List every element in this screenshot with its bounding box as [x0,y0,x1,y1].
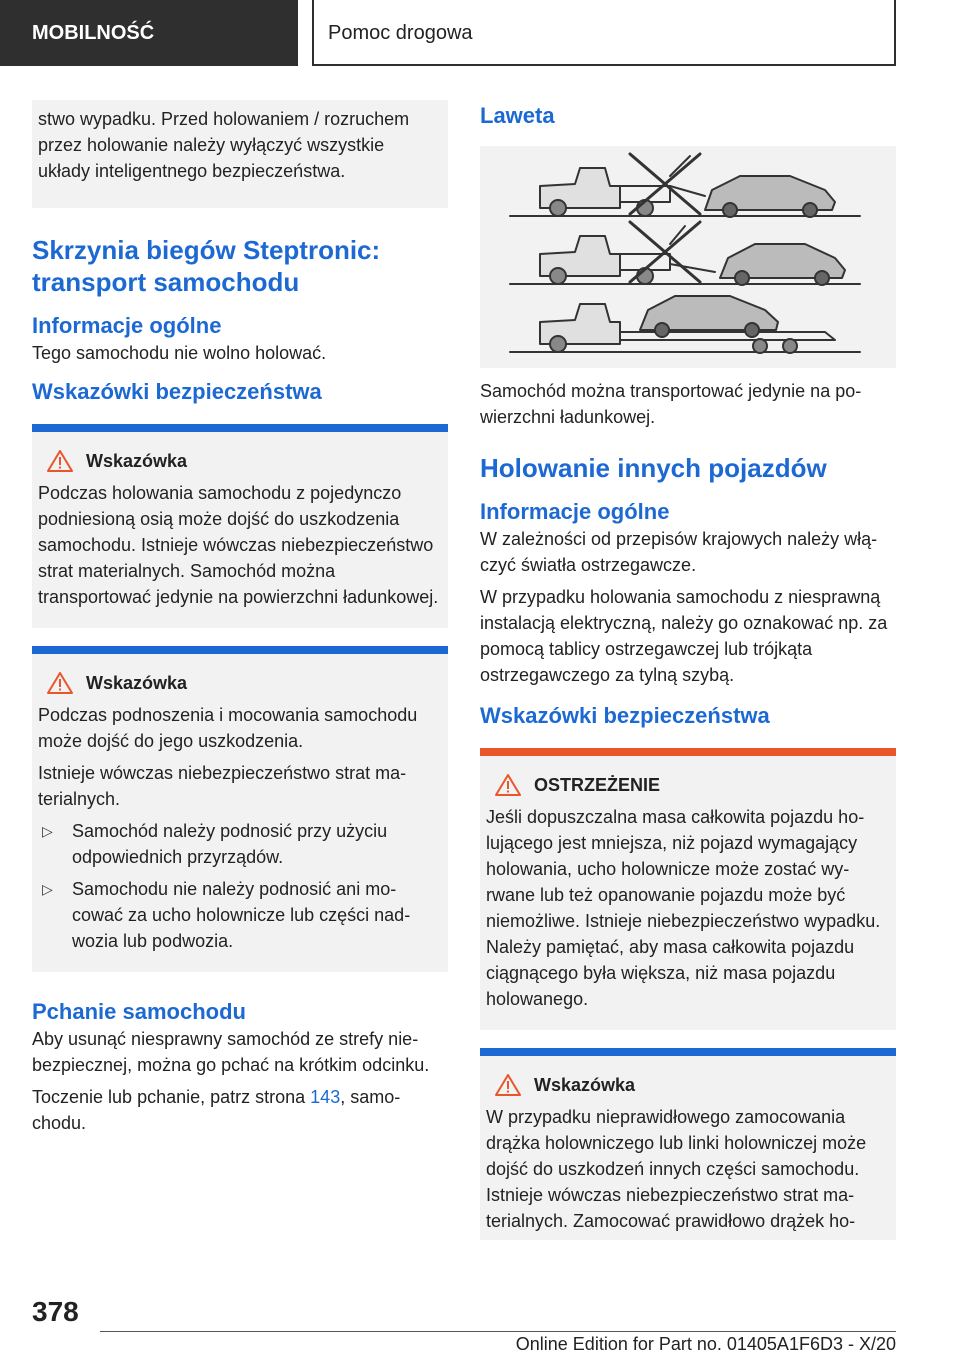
warning-triangle-icon [46,449,74,473]
heading-steptronic: Skrzynia biegów Steptronic: transport samochodu [32,235,381,297]
heading-info: Informacje ogólne [480,499,670,524]
heading-safety: Wskazówki bezpieczeństwa [32,379,322,404]
warning-body [480,756,896,1030]
page-number: 378 [32,1296,79,1327]
note-text: W przypadku nieprawidłowego zamocowania drążka holowniczego lub linki holowniczej może dojść do uszkodzeń innych części samochodu. Istnieje wówczas niebezpieczeństwo strat materialnych. Zamocować prawidłowo drążek ho- [486,1107,867,1231]
note-bar [32,646,448,654]
section-title: MOBILNOŚĆ [0,0,298,66]
list-item [38,818,440,870]
left-column [32,100,448,1142]
push-section [32,1026,448,1136]
intro-box [32,100,448,208]
warning-triangle-icon [494,773,522,797]
heading-push: Pchanie samochodu [32,999,246,1024]
note-title: Wskazówka [86,673,188,693]
push-text: Aby usunąć niesprawny samochód ze strefy niebezpiecznej, można go pchać na krótkim odcinku. [32,1029,430,1075]
note-paragraph-2: Istnieje wówczas niebezpieczeństwo strat materialnych. [38,763,407,809]
towing-info [480,526,896,688]
info-text [32,340,448,366]
warning-text: Jeśli dopuszczalna masa całkowita pojazdu holującego jest mniejsza, niż pojazd wymagający holowania, ucho holownicze może zostać wyrwane lub też opanowanie pojazdu może być niemożliwe. Istnieje niebezpieczeństwo wypadku. Należy pamiętać, aby masa całkowita pojazdu ciągnącego była większa, niż masa pojazdu holowanego. [486,807,881,1009]
note-text: Podczas holowania samochodu z pojedynczo podniesioną osią może dojść do uszkodzenia samochodu. Istnieje wówczas niebezpieczeństwo strat materialnych. Samochód można transportować jedynie na powierzchni ładunkowej. [38,483,439,607]
edition-text: Online Edition for Part no. 01405A1F6D3 - X/20 [515,1334,896,1354]
list-item-text: Samochód należy podnosić przy użyciu odpowiednich przyrządów. [72,821,388,867]
tow-methods-image [480,146,896,368]
push-ref-text: Toczenie lub pchanie, patrz strona [32,1087,311,1107]
note-header [486,1072,888,1098]
note-paragraph-1: Podczas podnoszenia i mocowania samochodu może dojść do jego uszkodzenia. [38,705,418,751]
towing-paragraph-2: W przypadku holowania samochodu z niesprawną instalacją elektryczną, należy go oznakować np. za pomocą tablicy ostrzegawczej lub trójkąta ostrzegawczego za tylną szybą. [480,587,888,685]
note-body [32,654,448,972]
tow-truck-illustration [480,146,896,368]
note-1 [32,424,448,628]
note-2 [32,646,448,972]
heading-laweta: Laweta [480,103,555,128]
note-header [38,670,440,696]
note-body [480,1056,896,1240]
bullet-triangle-icon: ▷ [42,823,53,839]
note-header [38,448,440,474]
note-body [32,432,448,628]
warning-triangle-icon [46,671,74,695]
list-item [38,876,440,954]
note-title: Wskazówka [534,1075,636,1095]
note-bar [480,1048,896,1056]
heading-towing: Holowanie innych pojazdów [480,453,827,483]
warning-header [486,772,888,798]
laweta-text: Samochód można transportować jedynie na powierzchni ładunkowej. [480,381,862,427]
laweta-section [480,378,896,430]
note-title: Wskazówka [86,451,188,471]
list-item-text: Samochodu nie należy podnosić ani mocować za ucho holownicze lub części nadwozia lub podwozia. [72,879,411,951]
right-column [480,100,896,1240]
page-link[interactable]: 143 [310,1087,341,1107]
push-ref-text-end: , samochodu. [32,1087,401,1133]
warning-bar [480,748,896,756]
heading-safety: Wskazówki bezpieczeństwa [480,703,770,728]
page-header [0,0,960,66]
towing-paragraph-1: W zależności od przepisów krajowych należy włączyć światła ostrzegawcze. [480,529,878,575]
chapter-title: Pomoc drogowa [312,0,896,66]
warning-triangle-icon [494,1073,522,1097]
push-reference [32,1084,448,1136]
warning-box [480,748,896,1030]
note-bar [32,424,448,432]
warning-title: OSTRZEŻENIE [534,775,661,795]
note-3 [480,1048,896,1240]
heading-info: Informacje ogólne [32,313,222,338]
bullet-triangle-icon: ▷ [42,881,53,897]
footer-divider [100,1331,896,1332]
info-paragraph: Tego samochodu nie wolno holować. [32,343,327,363]
intro-text: stwo wypadku. Przed holowaniem / rozruchem przez holowanie należy wyłączyć wszystkie układy inteligentnego bezpieczeństwa. [38,109,410,181]
